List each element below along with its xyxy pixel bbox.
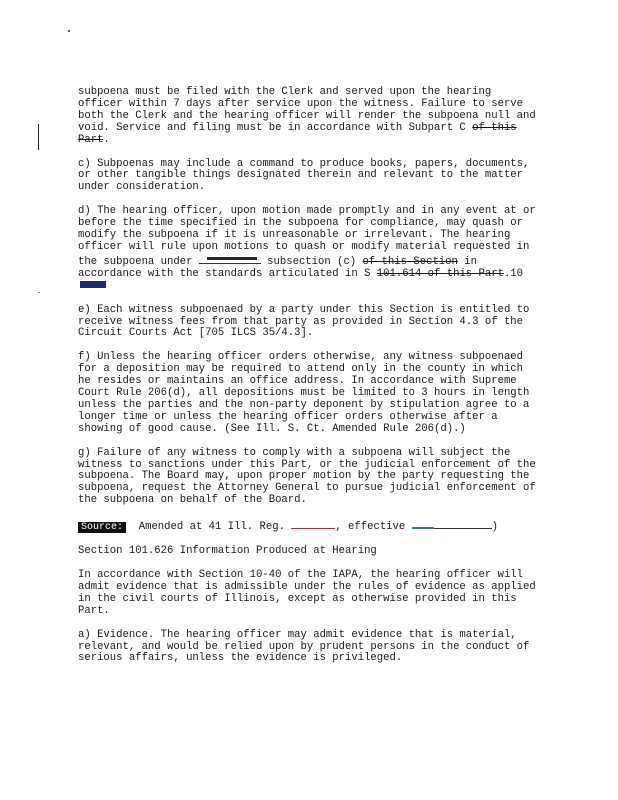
paragraph-text: subpoena must be filed with the Clerk and served upon the hearing officer within 7 days after service upon the witness. Failure to serve both the Clerk and the hearing officer will render the subpoena null and void. Service and filing must be in accordance with Subpart C (78, 86, 536, 134)
margin-mark (38, 292, 40, 293)
paragraph-text: in accordance with the standards articulated in S (78, 255, 477, 280)
paragraph-text: subsection (c) (260, 255, 363, 268)
paragraph-c: c) Subpoenas may include a command to produce books, papers, documents, or other tangible things designated therein and relevant to the matter under consideration. (78, 157, 530, 194)
paragraph-b-continued (78, 87, 538, 147)
effective-date-blank (412, 519, 492, 529)
source-note (78, 519, 538, 534)
revision-change-bar (38, 124, 39, 150)
section-intro: In accordance with Section 10-40 of the IAPA, the hearing officer will admit evidence that is admissible under the rules of evidence as applied in the civil courts of Illinois, except as otherwise provided in this Part. (78, 569, 536, 617)
paragraph-e: e) Each witness subpoenaed by a party under this Section is entitled to receive witness fees from that party as provided in Section 4.3 of the Circuit Courts Act [705 ILCS 35/4.3]. (78, 303, 530, 340)
struck-text: 101.614 of this Part (376, 267, 504, 280)
paragraph-text: .10 (503, 267, 524, 280)
section-paragraph-a: a) Evidence. The hearing officer may admit evidence that is material, relevant, and would be relied upon by prudent persons in the conduct of serious affairs, unless the evidence is privileged. (78, 628, 530, 665)
section-heading: Section 101.626 Information Produced at Hearing (78, 545, 377, 558)
source-text: ) (491, 521, 498, 534)
paragraph-text: . (103, 133, 110, 146)
register-page-blank (291, 519, 335, 529)
source-text: , effective (335, 521, 412, 534)
source-label: Source: (78, 522, 126, 533)
paragraph-d (78, 206, 538, 292)
struck-text: of this Part (78, 121, 517, 146)
document-body (78, 87, 538, 677)
paragraph-f: f) Unless the hearing officer orders otherwise, any witness subpoenaed for a deposition may be required to attend only in the county in which he resides or maintains an office address. In accordance with Supreme Court Rule 206(d), all depositions must be limited to 3 hours in length unless the parties and the non-party deponent by stipulation agree to a longer time or unless the hearing officer orders otherwise after a showing of good cause. (See Ill. S. Ct. Amended Rule 206(d).) (78, 351, 530, 435)
deleted-text-blank (199, 254, 261, 264)
source-text: Amended at 41 Ill. Reg. (138, 521, 292, 534)
struck-text: of this Section (362, 255, 458, 268)
redaction-mark (80, 281, 106, 288)
scan-speck (68, 30, 70, 32)
paragraph-g: g) Failure of any witness to comply with a subpoena will subject the witness to sanctions under this Part, or the judicial enforcement of the subpoena. The Board may, upon proper motion by the party requesting the subpoena, request the Attorney General to pursue judicial enforcement of the subpoena on behalf of the Board. (78, 446, 536, 507)
paragraph-text: d) The hearing officer, upon motion made promptly and in any event at or before the time specified in the subpoena for compliance, may quash or modify the subpoena if it is unreasonable or irrelevant. The hearing officer will rule upon motions to quash or modify material requested in the subpoena under (78, 205, 536, 268)
